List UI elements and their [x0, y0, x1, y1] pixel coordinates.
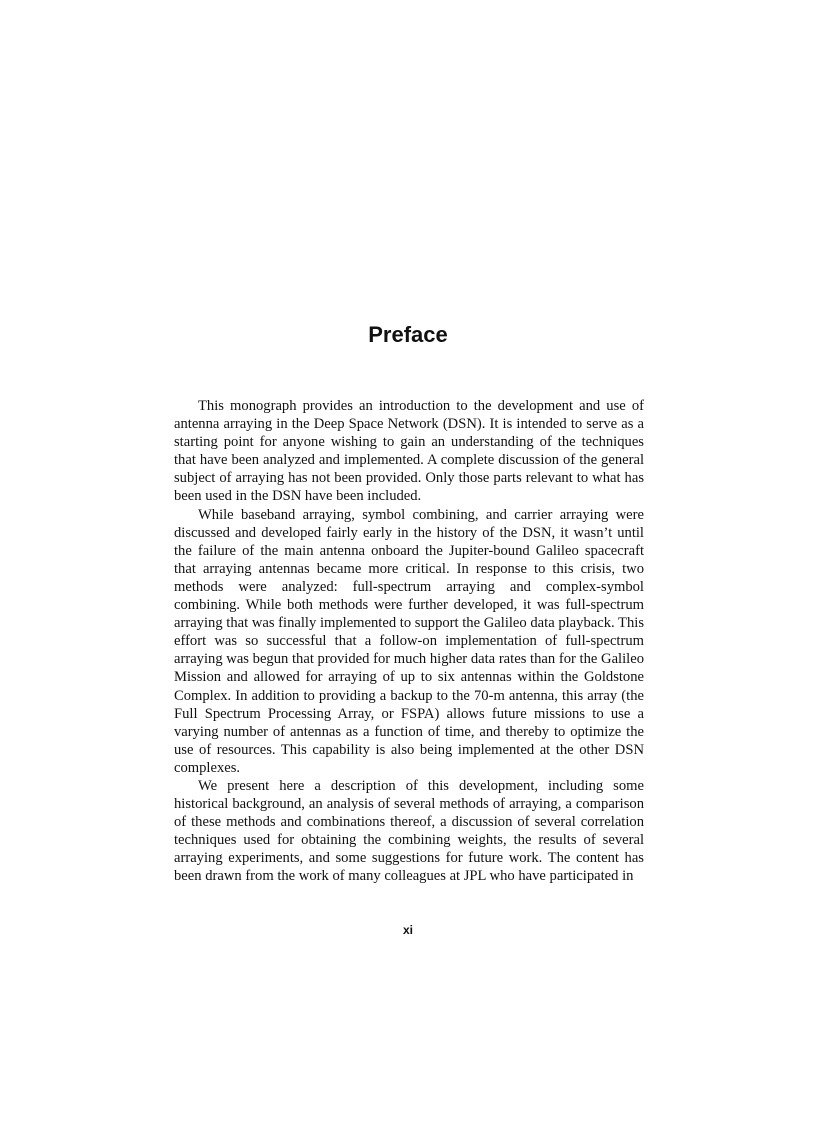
page-number: xi	[402, 923, 413, 937]
paragraph-3: We present here a description of this development, including some historical background, an analysis of several methods of arraying, a comparison of these methods and combinations thereof, a discussion of several correlation techniques used for obtaining the combining weights, the results of several arraying experiments, and some suggestions for future work. The content has been drawn from the work of many colleagues at JPL who have participated in	[174, 777, 644, 885]
page-title: Preface	[368, 322, 448, 347]
paragraph-1: This monograph provides an introduction to the development and use of antenna arraying in the Deep Space Network (DSN). It is intended to serve as a starting point for anyone wishing to gain an understanding of the techniques that have been analyzed and implemented. A complete discussion of the general subject of arraying has not been provided. Only those parts relevant to what has been used in the DSN have been included.	[174, 398, 644, 505]
preface-body	[174, 397, 644, 886]
paragraph-2: While baseband arraying, symbol combining, and carrier arraying were discussed and developed fairly early in the history of the DSN, it wasn’t until the failure of the main antenna onboard the Jupiter-bound Galileo spacecraft that arraying antennas became more critical. In response to this crisis, two methods were analyzed: full-spectrum arraying and complex-symbol combining. While both methods were further developed, it was full-spectrum arraying that was finally implemented to support the Galileo data playback. This effort was so successful that a follow-on implementation of full-spectrum arraying was begun that provided for much higher data rates than for the Galileo Mission and allowed for arraying of up to six antennas within the Goldstone Complex. In addition to providing a backup to the 70-m antenna, this array (the Full Spectrum Processing Array, or FSPA) allows future missions to use a varying number of antennas as a function of time, and thereby to optimize the use of resources. This capability is also being implemented at the other DSN complexes.	[174, 506, 644, 776]
